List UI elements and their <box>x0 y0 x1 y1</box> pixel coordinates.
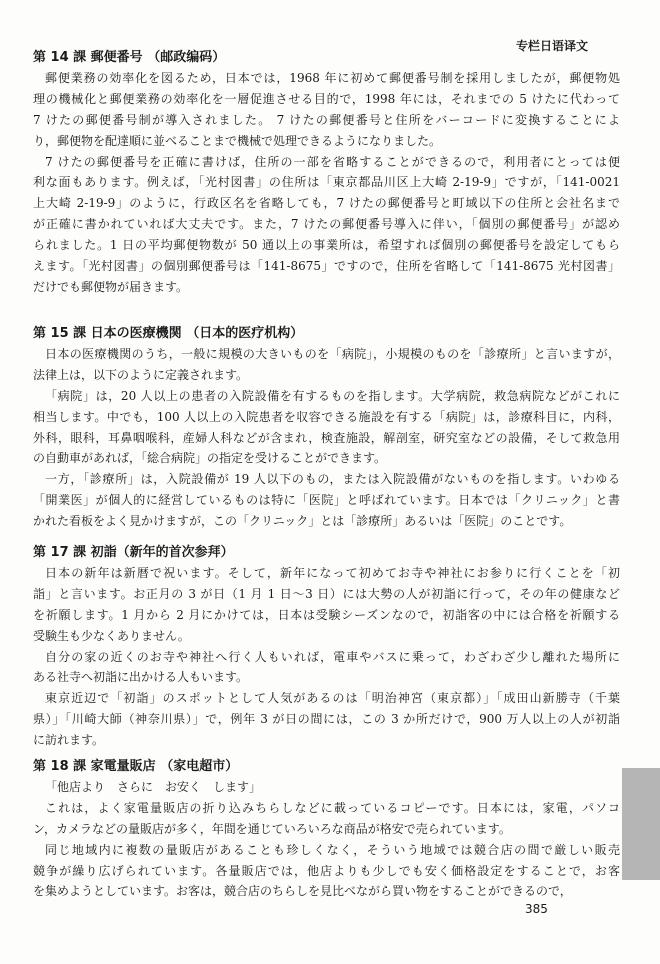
text-line: だけでも郵便物が届きます。 <box>33 279 189 294</box>
text-line: の自動車があれば，「総合病院」の指定を受けることができます。 <box>33 451 387 466</box>
text-line: を祈願します。1 月から 2 月にかけては，日本は受験シーズンなので，初詣客の中には合格を祈願する <box>33 607 620 622</box>
text-line: これは，よく家電量販店の折り込みちらしなどに載っているコピーです。日本には，家電，パソコ <box>45 800 620 815</box>
paragraph <box>33 344 620 386</box>
text-line: ン，カメラなどの量販店が多く，年間を通じていろいろな商品が格安で売られています。 <box>33 821 511 836</box>
text-line: 相当します。中でも，100 人以上の入院患者を収容できる施設を有する「病院」は，診療科目に，内科， <box>33 409 620 424</box>
text-line: 上大崎 2-19-9」のように，行政区名を省略しても，7 けたの郵便番号と町域以下の住所と会社名まで <box>33 196 620 211</box>
text-line: 7 けたの郵便番号を正確に書けば，住所の一部を省略することができるので，利用者にとっては便 <box>45 154 620 169</box>
section-lesson-18 <box>33 756 620 902</box>
text-line: 自分の家の近くのお寺や神社へ行く人もいれば，電車やバスに乗って，わざわざ少し離れた場所に <box>45 649 620 664</box>
text-line: 「病院」は，20 人以上の患者の入院設備を有するものを指します。大学病院，救急病院などがこれに <box>45 388 620 403</box>
paragraph <box>33 688 620 751</box>
text-line: り，郵便物を配達順に並べることまで機械で処理できるようになりました。 <box>33 133 442 148</box>
paragraph <box>33 798 620 840</box>
page-number: 385 <box>525 902 548 916</box>
text-line: られました。1 日の平均郵便物数が 50 通以上の事業所は，希望すれば個別の郵便番号を設定してもら <box>33 238 620 253</box>
paragraph <box>33 563 620 647</box>
text-line: 詣」と言います。お正月の 3 が日（1 月 1 日～3 日）には大勢の人が初詣に行って，その年の健康など <box>33 586 620 601</box>
text-line: 東京近辺で「初詣」のスポットとして人気があるのは「明治神宮（東京都）」「成田山新勝寺（千葉 <box>45 691 620 706</box>
paragraph <box>33 152 620 298</box>
text-line: かれた看板をよく見かけますが，この「クリニック」とは「診療所」あるいは「医院」のことです。 <box>33 514 572 529</box>
text-line: 受験生も少なくありません。 <box>33 628 190 643</box>
text-line: ある社寺へ初詣に出かける人もいます。 <box>33 670 249 685</box>
text-line: 「開業医」が個人的に経営しているものは特に「医院」と呼ばれています。日本では「クリニック」と書 <box>33 493 620 508</box>
section-lesson-14 <box>33 47 620 298</box>
section-heading: 第 15 課 日本の医療機関 （日本的医疗机构） <box>33 326 304 341</box>
text-line: 同じ地域内に複数の量販店があることも珍しくなく，そういう地域では競合店の間で厳しい販売 <box>45 842 620 857</box>
text-line: 県）」「川崎大師（神奈川県）」で，例年 3 が日の間には，この 3 か所だけで，900 万人以上の人が初詣 <box>33 712 620 727</box>
paragraph <box>33 777 620 798</box>
section-heading: 第 17 課 初詣（新年的首次参拜） <box>33 545 234 560</box>
text-line: 一方，「診療所」は，入院設備が 19 人以下のもの，または入院設備がないものを指します。いわゆる <box>45 472 620 487</box>
text-line: に訪れます。 <box>33 733 105 748</box>
text-line: 日本の医療機関のうち，一般に規模の大きいものを「病院」，小規模のものを「診療所」と言いますが， <box>45 347 620 361</box>
text-line: えます。「光村図書」の個別郵便番号は「141-8675」ですので，住所を省略して「141-8675 光村図書」 <box>33 259 620 274</box>
section-heading: 第 18 課 家電量販店 （家电超市） <box>33 759 239 774</box>
running-header: 专栏日语译文 <box>515 39 588 53</box>
paragraph <box>33 68 620 152</box>
paragraph <box>33 840 620 903</box>
section-lesson-15 <box>33 323 620 532</box>
text-line: 日本の新年は新暦で祝います。そして，新年になって初めてお寺や神社にお参りに行くことを「初 <box>45 566 620 580</box>
text-line: 外科，眼科，耳鼻咽喉科，産婦人科などが含まれ，検査施設，解剖室，研究室などの設備，そして救急用 <box>33 430 620 445</box>
text-line: 「他店より さらに お安く します」 <box>45 780 262 794</box>
paragraph <box>33 647 620 689</box>
text-line: 法律上は，以下のように定義されます。 <box>33 367 249 382</box>
section-heading: 第 14 課 郵便番号 （邮政编码） <box>33 50 226 65</box>
paragraph <box>33 386 620 470</box>
text-line: 郵便業務の効率化を図るため，日本では，1968 年に初めて郵便番号制を採用しましたが，郵便物処 <box>45 71 620 85</box>
text-line: が正確に書かれていれば大丈夫です。また，7 けたの郵便番号導入に伴い，「個別の郵便番号」が認め <box>33 217 620 232</box>
text-line: 理の機械化と郵便業務の効率化を一層促進させる目的で，1998 年には，それまでの 5 けたに代わって <box>33 91 620 106</box>
chapter-edge-tab <box>622 768 660 880</box>
section-lesson-17 <box>33 542 620 751</box>
text-line: 7 けたの郵便番号制が導入されました。 7 けたの郵便番号と住所をバーコードに変換することによ <box>33 112 620 127</box>
text-line: 利な面もあります。例えば，「光村図書」の住所は「東京都品川区上大崎 2-19-9」ですが，「141-0021 <box>33 175 620 190</box>
text-line: 競争が繰り広げられています。各量販店では，他店よりも少しでも安く価格設定をすることで，お客 <box>33 863 620 878</box>
paragraph <box>33 469 620 532</box>
text-line: を集めようとしています。お客は，競合店のちらしを見比べながら買い物をすることができるので， <box>33 884 572 899</box>
